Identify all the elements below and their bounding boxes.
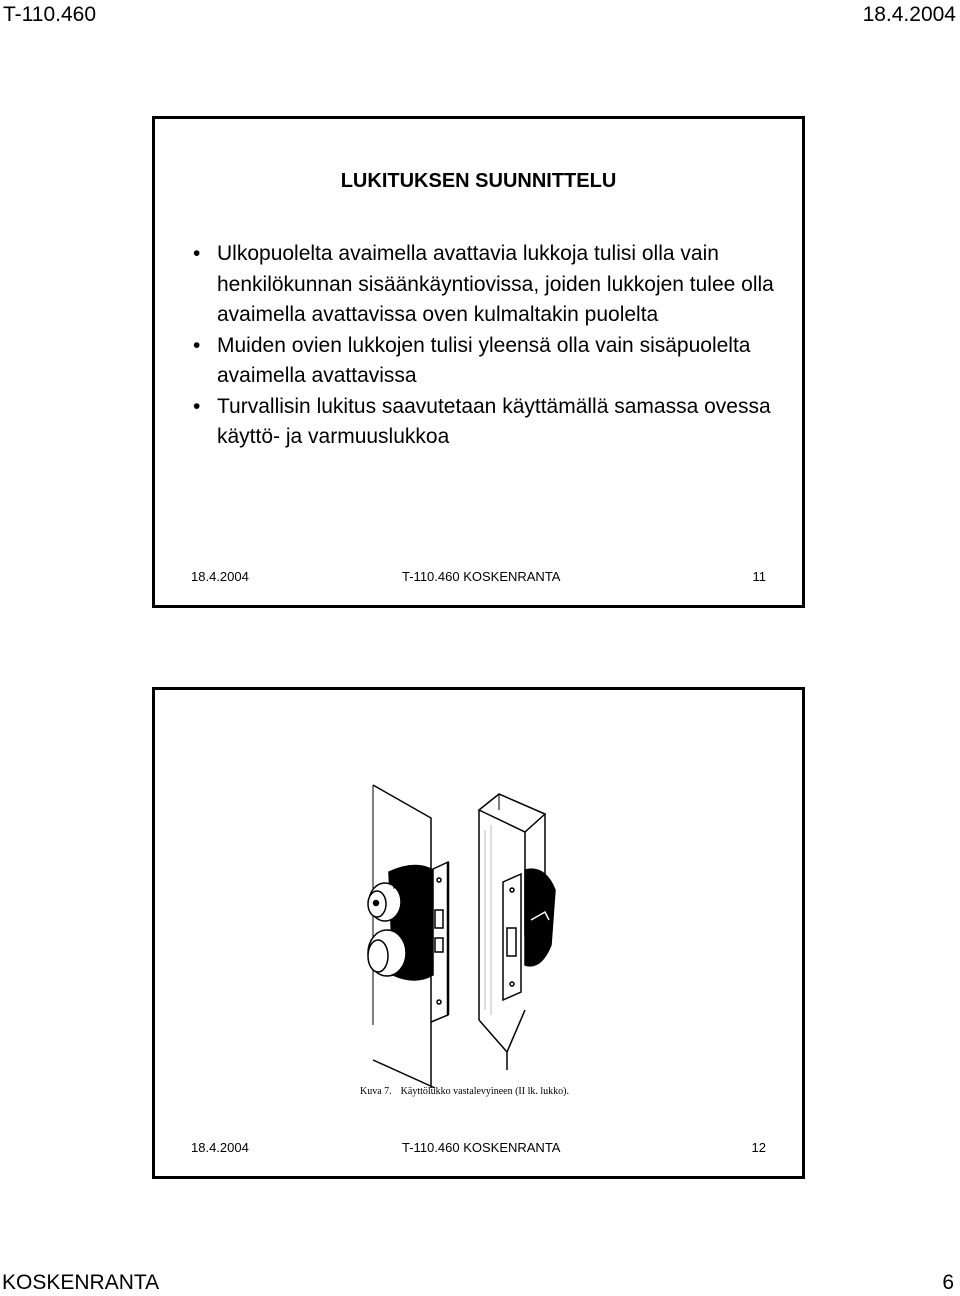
bullet-list xyxy=(191,239,791,453)
figure-caption-text: Käyttölukko vastalevyineen (II lk. lukko). xyxy=(400,1086,569,1097)
slide-title: LUKITUKSEN SUUNNITTELU xyxy=(340,170,617,192)
bullet-icon: • xyxy=(193,394,201,418)
bullet-text: Turvallisin lukitus saavutetaan käyttämällä samassa ovessa käyttö- ja varmuuslukkoa xyxy=(217,394,771,448)
slide-11 xyxy=(152,116,805,608)
bullet-item xyxy=(191,331,791,392)
bullet-item xyxy=(191,392,791,453)
door-lock-illustration xyxy=(345,770,605,1105)
slide-footer-date: 18.4.2004 xyxy=(191,569,249,584)
slide-number: 11 xyxy=(752,569,766,584)
bullet-icon: • xyxy=(193,242,201,265)
page-footer-author: KOSKENRANTA xyxy=(2,1271,160,1294)
slide-number: 12 xyxy=(751,1140,766,1155)
slide-12 xyxy=(152,687,805,1179)
page-number: 6 xyxy=(942,1271,954,1294)
slide-footer xyxy=(191,1140,766,1156)
slide-footer xyxy=(191,569,766,585)
bullet-item xyxy=(191,239,791,331)
bullet-text: Ulkopuolelta avaimella avattavia lukkoja tulisi olla vain henkilökunnan sisäänkäyntiovissa, joiden lukkojen tulee olla avaimella avattavissa oven kulmaltakin puolelta xyxy=(217,242,774,326)
bullet-icon: • xyxy=(193,333,201,357)
slide-footer-author: T-110.460 KOSKENRANTA xyxy=(402,569,561,584)
slide-footer-author: T-110.460 KOSKENRANTA xyxy=(402,1140,561,1155)
slide-footer-date: 18.4.2004 xyxy=(191,1140,249,1155)
page-header-course: T-110.460 xyxy=(3,3,97,26)
page-header-date: 18.4.2004 xyxy=(862,3,956,26)
bullet-text: Muiden ovien lukkojen tulisi yleensä olla vain sisäpuolelta avaimella avattavissa xyxy=(217,333,751,387)
figure-caption xyxy=(360,1086,569,1098)
figure-caption-label: Kuva 7. xyxy=(360,1086,392,1097)
